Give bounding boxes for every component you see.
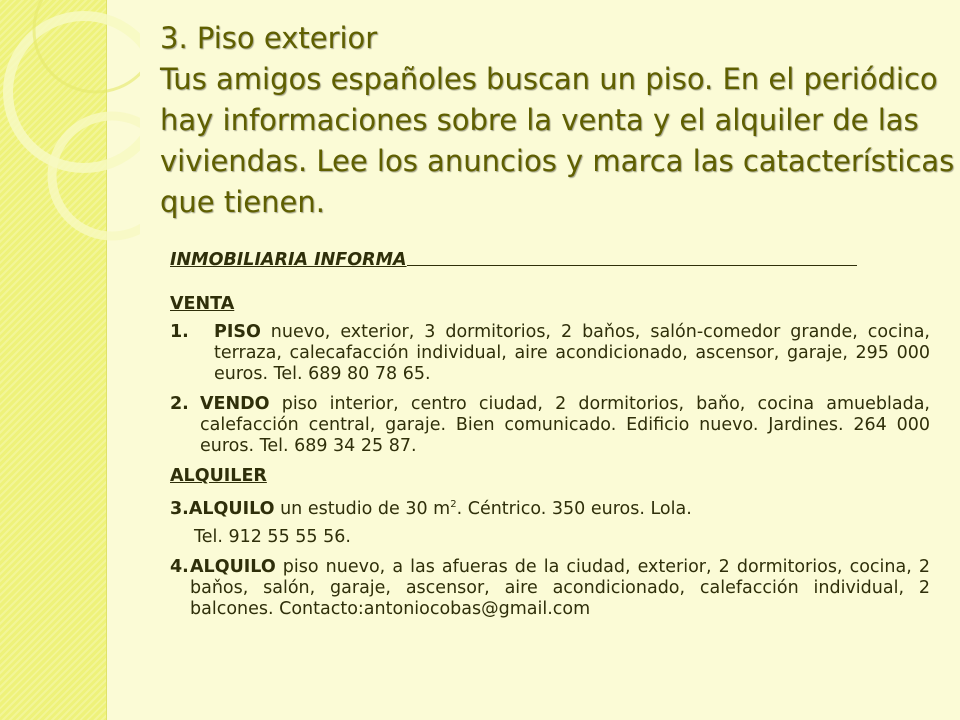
ad-content [190,557,930,620]
agency-heading: INMOBILIARIA INFORMA [170,250,407,270]
ad-item-4 [170,557,930,620]
venta-heading: VENTA [170,294,235,314]
title-line-5: que tienen. [160,185,325,219]
heading-underline [407,248,857,266]
ad-keyword: VENDO [200,394,270,414]
title-line-4: viviendas. Lee los anuncios y marca las catacterísticas [160,144,955,178]
decorative-circles [0,0,140,720]
title-line-2: Tus amigos españoles buscan un piso. En el periódico [160,62,938,96]
ad-number: 3. [170,498,189,519]
title-line-1: 3. Piso exterior [160,21,378,55]
ad-number: 1. [170,322,189,342]
ad-number: 4. [170,556,189,577]
ad-content [214,322,930,385]
alquiler-heading: ALQUILER [170,466,267,486]
ads-section [170,248,930,620]
ad-content [200,394,930,457]
ad-text: piso nuevo, a las afueras de la ciudad, exterior, 2 dormitorios, cocina, 2 baňos, salón, garaje, ascensor, aire acondicionado, calefacción individual, 2 balcones. Contacto:antoniocobas@gmail.com [190,556,930,619]
ad-superscript: 2 [450,499,457,510]
slide-title [160,18,955,223]
ad-text: piso interior, centro ciudad, 2 dormitorios, baňo, cocina amueblada, calefacción central, garaje. Bien comunicado. Edificio nuevo. Jardines. 264 000 euros. Tel. 689 34 25 87. [200,394,930,456]
ad-3-phone: Tel. 912 55 55 56. [194,526,351,547]
ad-text: un estudio de 30 m [274,498,451,519]
ad-keyword: ALQUILO [188,498,275,519]
ad-keyword: PISO [214,322,261,342]
ad-text: nuevo, exterior, 3 dormitorios, 2 baňos, salón-comedor grande, cocina, terraza, calecafacción individual, aire acondicionado, ascensor, garaje, 295 000 euros. Tel. 689 80 78 65. [214,322,930,384]
ad-keyword: ALQUILO [190,556,276,577]
ad-item-2 [170,394,930,457]
ad-text-end: . Céntrico. 350 euros. Lola. [456,498,692,519]
ad-item-1 [170,322,930,385]
ad-number: 2. [170,394,189,414]
agency-heading-row [170,248,930,271]
title-line-3: hay informaciones sobre la venta y el alquiler de las [160,103,919,137]
ad-item-3 [170,494,930,520]
